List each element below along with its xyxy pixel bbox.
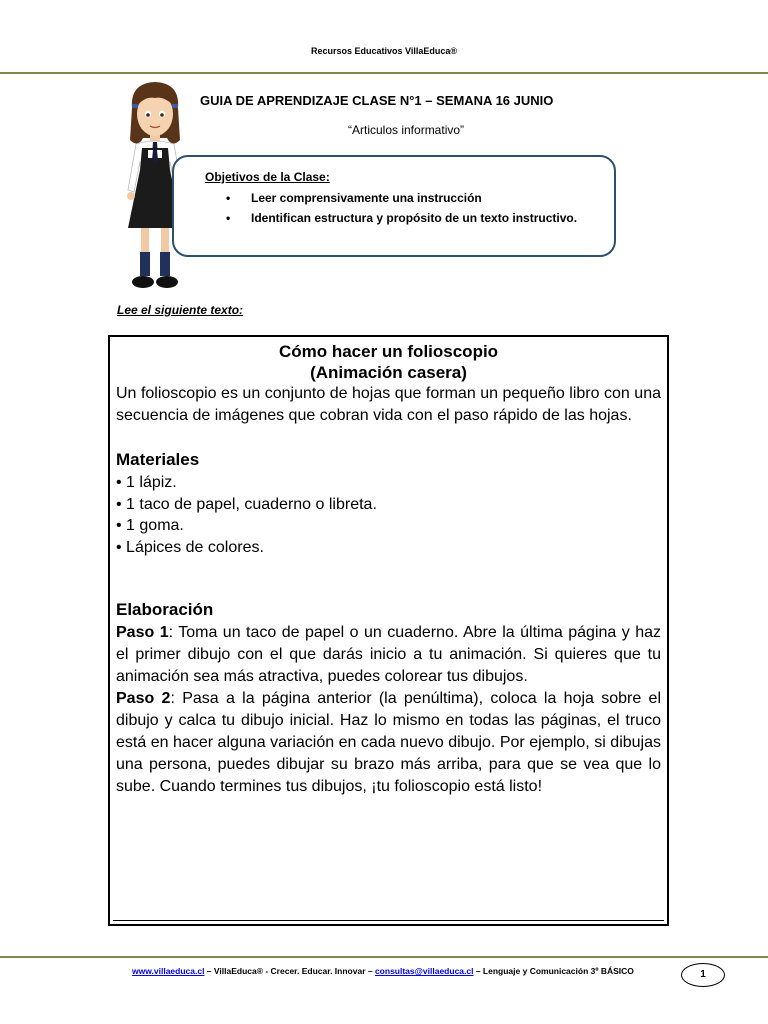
article-title-line1: Cómo hacer un folioscopio (278, 342, 499, 361)
material-item: • Lápices de colores. (116, 537, 661, 559)
objectives-box (172, 155, 616, 257)
step-1 (116, 622, 661, 688)
article-box (108, 335, 669, 926)
step-1-label: Paso 1 (116, 624, 169, 641)
website-link[interactable]: www.villaeduca.cl (132, 966, 205, 976)
objective-item: • Leer comprensivamente una instrucción (226, 188, 577, 208)
objectives-title: Objetivos de la Clase: (205, 170, 330, 184)
materials-list (116, 472, 661, 558)
page-header: Recursos Educativos VillaEduca® (310, 46, 458, 56)
materials-heading: Materiales (116, 450, 200, 469)
article-title-line2: (Animación casera) (310, 363, 467, 382)
email-link[interactable]: consultas@villaeduca.cl (374, 966, 474, 976)
step-2-label: Paso 2 (116, 690, 171, 707)
footer-rule (0, 956, 768, 958)
objective-item: • Identifican estructura y propósito de un texto instructivo. (226, 208, 577, 228)
page-footer (132, 966, 634, 976)
footer-middle: – VillaEduca® - Crecer. Educar. Innovar – (204, 966, 375, 976)
elaboration-heading: Elaboración (116, 600, 214, 619)
step-1-text: : Toma un taco de papel o un cuaderno. Abre la última página y haz el primer dibujo con el que darás inicio a tu animación. Si quieres que tu animación sea más atractiva, puedes colorear tus dibujos. (116, 624, 662, 685)
page-number: 1 (681, 963, 725, 987)
material-item: • 1 lápiz. (116, 472, 661, 494)
guide-title: GUIA DE APRENDIZAJE CLASE N°1 – SEMANA 16 JUNIO (200, 93, 554, 108)
article-intro: Un folioscopio es un conjunto de hojas que forman un pequeño libro con una secuencia de imágenes que cobran vida con el paso rápido de las hojas. (116, 385, 661, 424)
header-rule (0, 72, 768, 74)
footer-end: – Lenguaje y Comunicación 3º BÁSICO (473, 966, 634, 976)
material-item: • 1 taco de papel, cuaderno o libreta. (116, 494, 661, 516)
reading-instruction: Lee el siguiente texto: (117, 303, 244, 317)
step-2 (116, 688, 661, 798)
material-item: • 1 goma. (116, 515, 661, 537)
objectives-list (226, 188, 577, 228)
step-2-text: : Pasa a la página anterior (la penúltima), coloca la hoja sobre el dibujo y calca tu dibujo inicial. Haz lo mismo en todas las páginas, el truco está en hacer alguna variación en cada nuevo dibujo. Por ejemplo, si dibujas una persona, puedes dibujar su brazo más arriba, para que se vea que lo sube. Cuando termines tus dibujos, ¡tu folioscopio está listo! (116, 690, 662, 795)
guide-subtitle: “Articulos informativo” (348, 123, 465, 137)
